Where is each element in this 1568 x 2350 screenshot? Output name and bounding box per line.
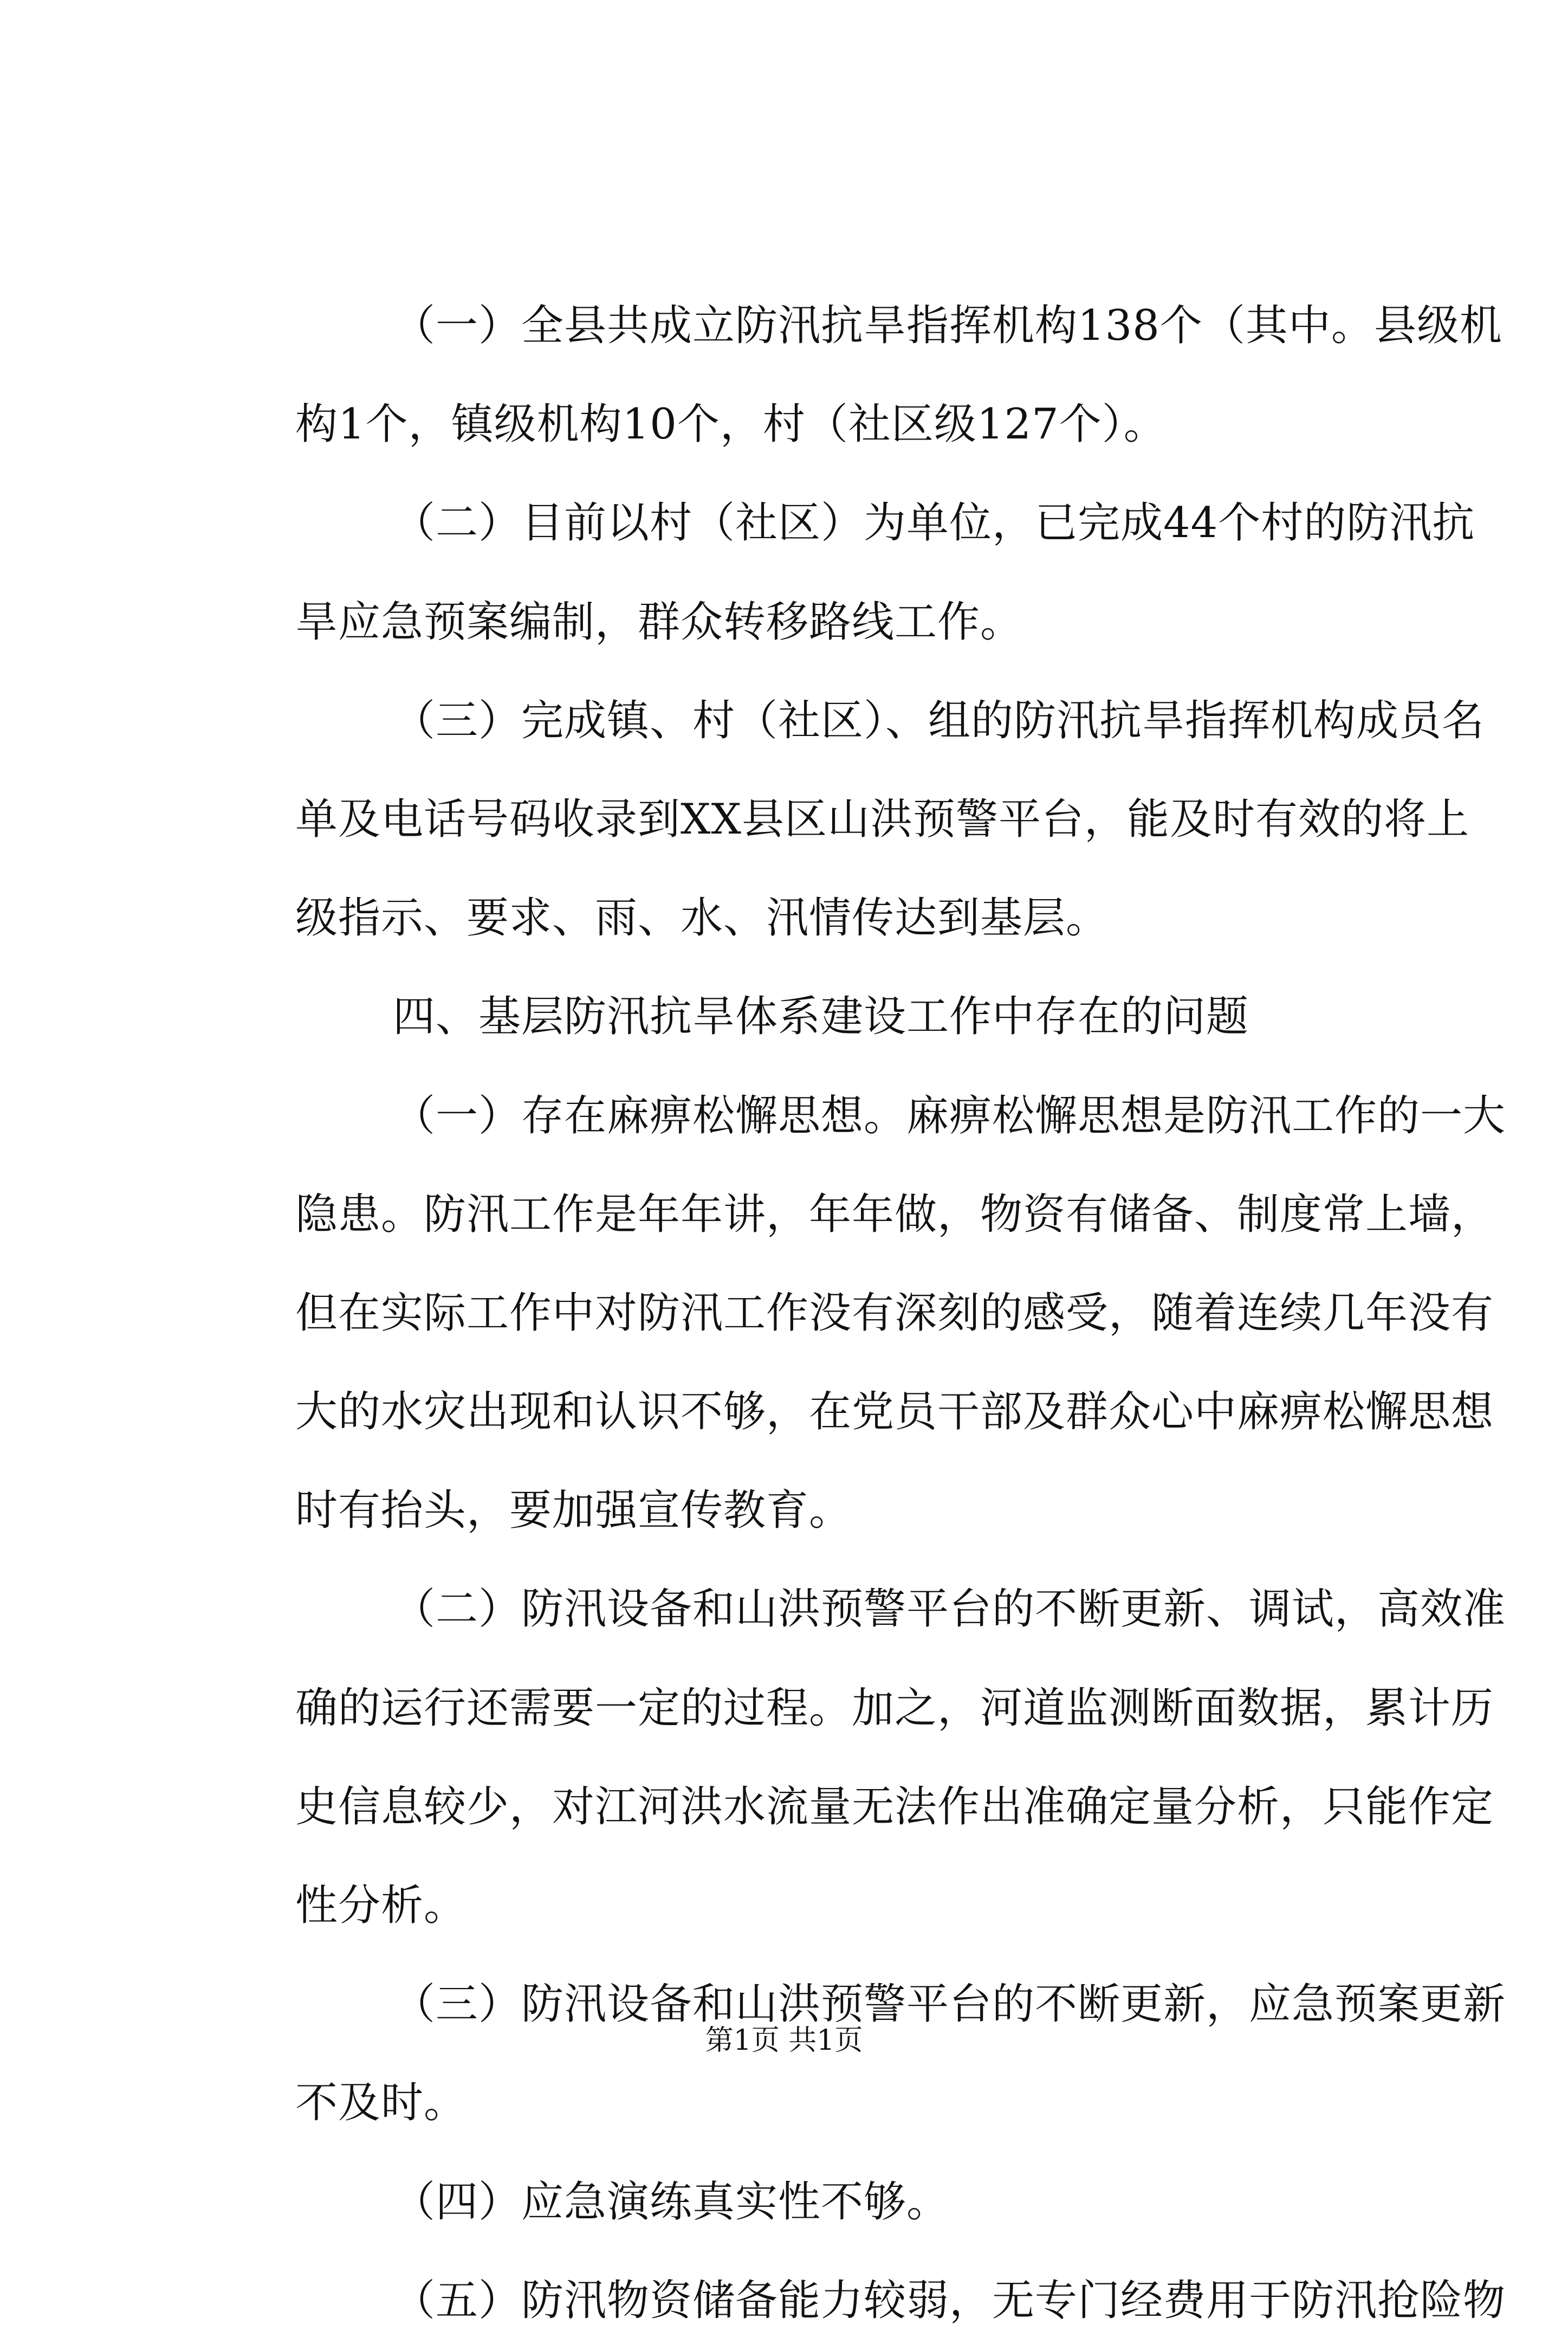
text-line: 史信息较少，对江河洪水流量无法作出准确定量分析，只能作定 xyxy=(295,1782,1494,1831)
text-line: （四）应急演练真实性不够。 xyxy=(393,2177,950,2226)
text-line: 级指示、要求、雨、水、汛情传达到基层。 xyxy=(295,894,1109,943)
text-line: 单及电话号码收录到XX县区山洪预警平台，能及时有效的将上 xyxy=(295,795,1470,844)
paragraph-3 xyxy=(295,672,1485,968)
text-line: （三）完成镇、村（社区）、组的防汛抗旱指挥机构成员名 xyxy=(393,696,1485,745)
text-line: （三）防汛设备和山洪预警平台的不断更新，应急预案更新 xyxy=(393,1980,1506,2029)
paragraph-5 xyxy=(295,1560,1506,1955)
text-line: （五）防汛物资储备能力较弱，无专门经费用于防汛抢险物 xyxy=(393,2276,1506,2325)
text-line: （二）目前以村（社区）为单位，已完成44个村的防汛抗 xyxy=(393,499,1475,548)
page-number-footer: 第1页 共1页 xyxy=(705,2024,863,2057)
text-line: 旱应急预案编制，群众转移路线工作。 xyxy=(295,597,1023,647)
text-line: 隐患。防汛工作是年年讲，年年做，物资有储备、制度常上墙， xyxy=(295,1190,1494,1239)
text-line: 构1个，镇级机构10个，村（社区级127个）。 xyxy=(295,400,1167,449)
paragraph-7 xyxy=(295,2153,1379,2251)
paragraph-4 xyxy=(295,1067,1506,1560)
text-line: 大的水灾出现和认识不够，在党员干部及群众心中麻痹松懈思想 xyxy=(295,1387,1494,1437)
text-line: 不及时。 xyxy=(295,2078,467,2128)
paragraph-2 xyxy=(295,474,1475,671)
text-line: （一）存在麻痹松懈思想。麻痹松懈思想是防汛工作的一大 xyxy=(393,1091,1506,1140)
text-line: 但在实际工作中对防汛工作没有深刻的感受，随着连续几年没有 xyxy=(295,1288,1494,1338)
text-line: 确的运行还需要一定的过程。加之，河道监测断面数据，累计历 xyxy=(295,1683,1494,1733)
paragraph-1 xyxy=(295,276,1502,474)
paragraph-8 xyxy=(295,2251,1506,2350)
text-line: （二）防汛设备和山洪预警平台的不断更新、调试，高效准 xyxy=(393,1585,1506,1634)
heading-line: 四、基层防汛抗旱体系建设工作中存在的问题 xyxy=(393,992,1249,1042)
text-line: （一）全县共成立防汛抗旱指挥机构138个（其中。县级机 xyxy=(393,301,1502,350)
text-line: 时有抬头，要加强宣传教育。 xyxy=(295,1486,852,1535)
text-line: 性分析。 xyxy=(295,1881,467,1930)
section-heading xyxy=(295,967,1379,1066)
